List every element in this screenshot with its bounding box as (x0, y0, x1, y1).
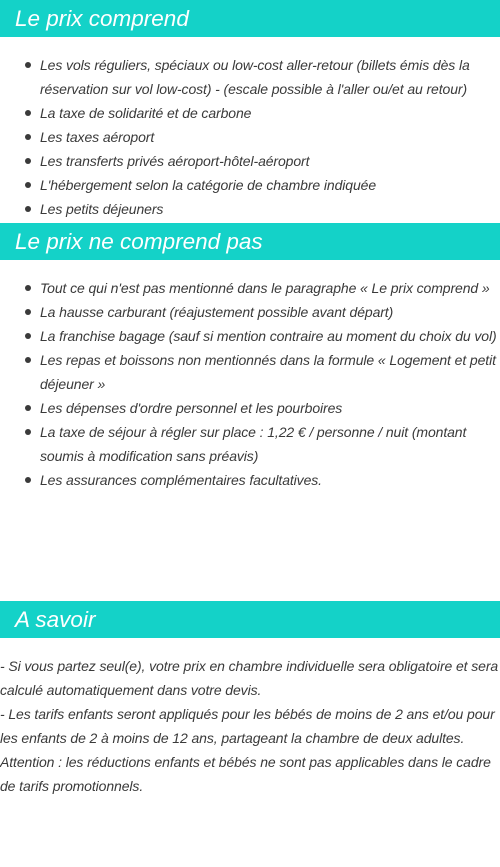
list-prix-comprend (0, 37, 500, 223)
savoir-paragraph: Attention : les réductions enfants et bébés ne sont pas applicables dans le cadre de tarifs promotionnels. (0, 754, 491, 794)
list-item: Les vols réguliers, spéciaux ou low-cost aller-retour (billets émis dès la réservation sur vol low-cost) - (escale possible à l'aller ou/et au retour) (40, 53, 500, 101)
bullet-icon (25, 62, 31, 68)
list-item: La hausse carburant (réajustement possible avant départ) (40, 300, 500, 324)
bullet-icon (25, 357, 31, 363)
list-item: Tout ce qui n'est pas mentionné dans le paragraphe « Le prix comprend » (40, 276, 500, 300)
section-title-prix-ne-comprend: Le prix ne comprend pas (0, 223, 500, 260)
list-prix-ne-comprend (0, 260, 500, 601)
savoir-paragraph: - Si vous partez seul(e), votre prix en chambre individuelle sera obligatoire et sera calculé automatiquement dans votre devis. (0, 658, 499, 698)
list-item: Les taxes aéroport (40, 125, 500, 149)
list-item: Les petits déjeuners (40, 197, 500, 221)
bullet-icon (25, 110, 31, 116)
list-item: Les dépenses d'ordre personnel et les pourboires (40, 396, 500, 420)
bullet-icon (25, 206, 31, 212)
list-item: Les assurances complémentaires facultatives. (40, 468, 500, 492)
bullet-icon (25, 309, 31, 315)
savoir-paragraph: - Les tarifs enfants seront appliqués pour les bébés de moins de 2 ans et/ou pour les enfants de 2 à moins de 12 ans, partageant la chambre de deux adultes. (0, 706, 495, 746)
list-item: L'hébergement selon la catégorie de chambre indiquée (40, 173, 500, 197)
list-item: La taxe de solidarité et de carbone (40, 101, 500, 125)
list-item: La franchise bagage (sauf si mention contraire au moment du choix du vol) (40, 324, 500, 348)
list-item: La taxe de séjour à régler sur place : 1,22 € / personne / nuit (montant soumis à modification sans préavis) (40, 420, 500, 468)
list-item: Les repas et boissons non mentionnés dans la formule « Logement et petit déjeuner » (40, 348, 500, 396)
bullet-icon (25, 285, 31, 291)
section-title-a-savoir: A savoir (0, 601, 500, 638)
a-savoir-text (0, 638, 500, 798)
bullet-icon (25, 405, 31, 411)
section-title-prix-comprend: Le prix comprend (0, 0, 500, 37)
bullet-icon (25, 158, 31, 164)
bullet-icon (25, 477, 31, 483)
list-item: Les transferts privés aéroport-hôtel-aéroport (40, 149, 500, 173)
bullet-icon (25, 134, 31, 140)
bullet-icon (25, 429, 31, 435)
bullet-icon (25, 333, 31, 339)
bullet-icon (25, 182, 31, 188)
